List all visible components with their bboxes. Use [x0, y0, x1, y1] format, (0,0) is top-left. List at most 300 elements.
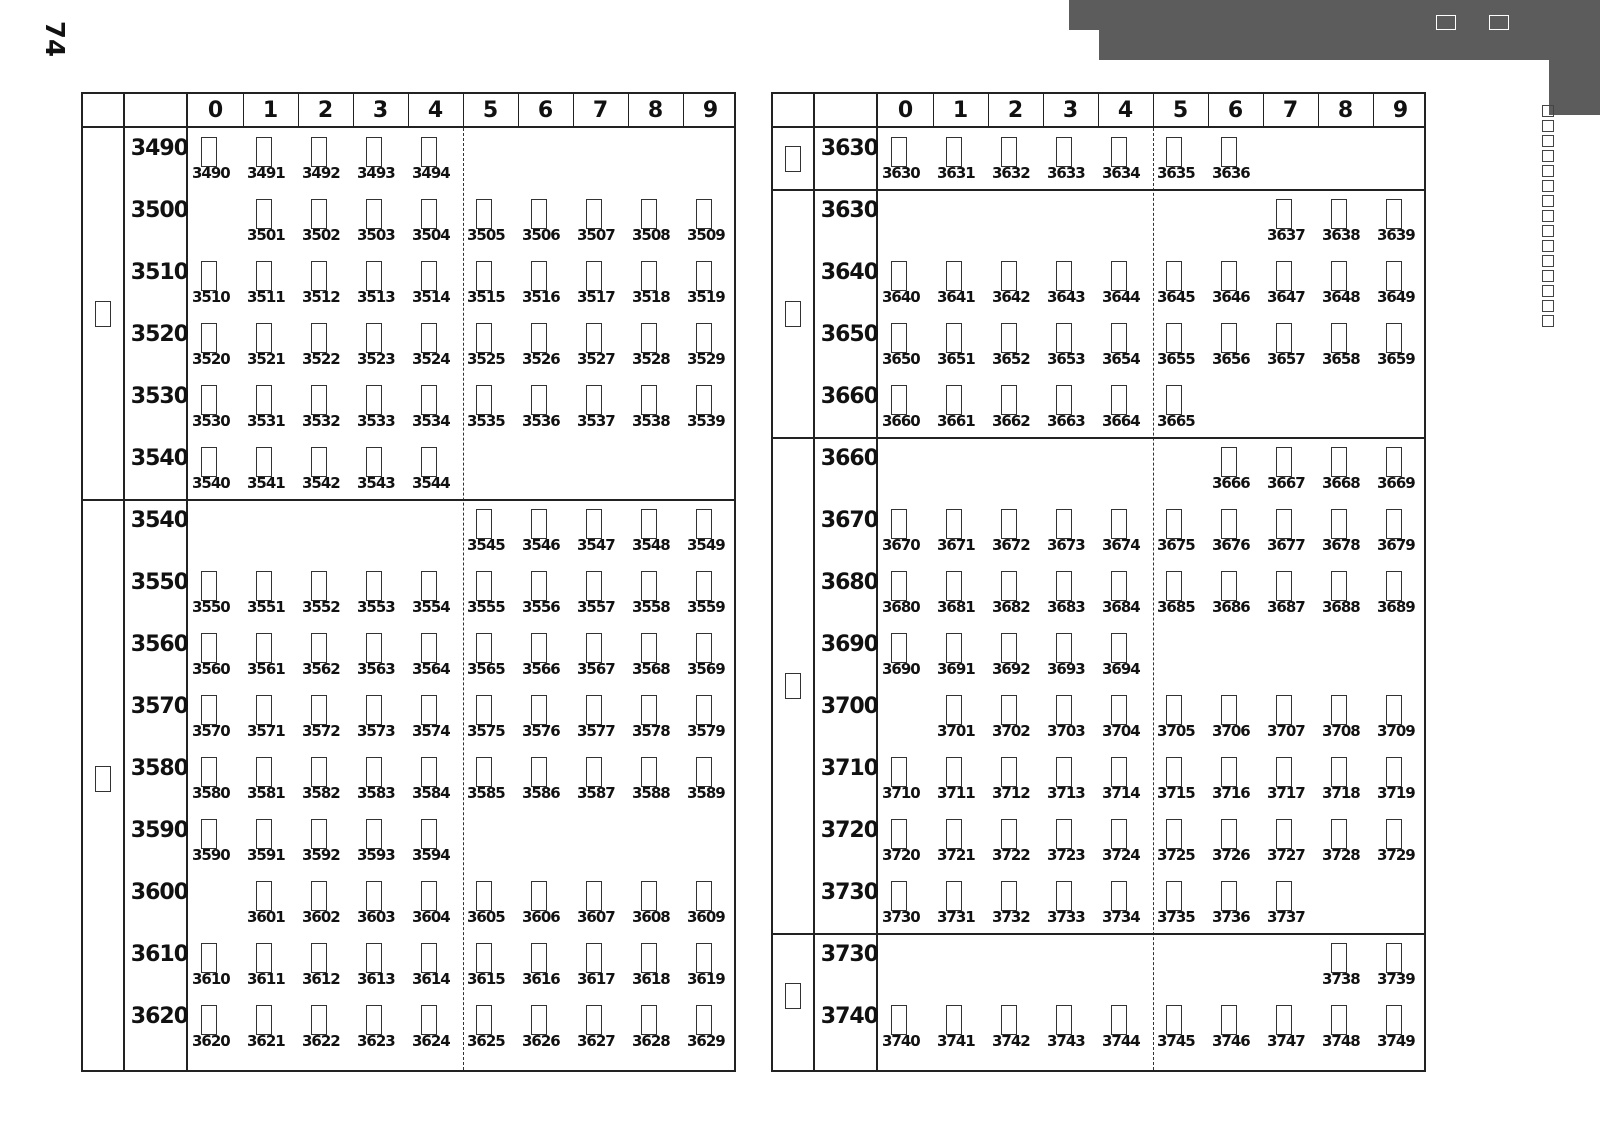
character-glyph: [1221, 261, 1237, 291]
side-caption: [1542, 105, 1560, 330]
cell-code-number: 3639: [1377, 226, 1415, 244]
character-glyph: [891, 571, 907, 601]
left-code-cell: [463, 500, 518, 562]
right-code-cell: [1208, 128, 1263, 190]
right-code-cell: [1263, 252, 1318, 314]
row-label: 3560: [130, 632, 188, 657]
cell-code-number: 3675: [1157, 536, 1195, 554]
character-glyph: [641, 943, 657, 973]
left-code-cell: [628, 686, 683, 748]
left-code-cell: [518, 934, 573, 996]
cell-code-number: 3618: [632, 970, 670, 988]
character-glyph: [1276, 571, 1292, 601]
left-code-cell: [573, 190, 628, 252]
character-glyph: [891, 819, 907, 849]
character-glyph: [1111, 509, 1127, 539]
character-glyph: [366, 943, 382, 973]
column-header: 1: [952, 98, 969, 123]
right-code-cell: [878, 996, 933, 1058]
row-label: 3670: [820, 508, 878, 533]
cell-code-number: 3708: [1322, 722, 1360, 740]
left-code-cell: [408, 934, 463, 996]
left-code-cell: [298, 996, 353, 1058]
cell-code-number: 3728: [1322, 846, 1360, 864]
left-code-cell: [188, 934, 243, 996]
character-glyph: [1386, 571, 1402, 601]
cell-code-number: 3720: [882, 846, 920, 864]
cell-code-number: 3611: [247, 970, 285, 988]
cell-code-number: 3612: [302, 970, 340, 988]
cell-code-number: 3594: [412, 846, 450, 864]
cell-code-number: 3674: [1102, 536, 1140, 554]
cell-code-number: 3687: [1267, 598, 1305, 616]
cell-code-number: 3514: [412, 288, 450, 306]
cell-code-number: 3507: [577, 226, 615, 244]
character-glyph: [366, 137, 382, 167]
character-glyph: [531, 261, 547, 291]
character-glyph: [256, 881, 272, 911]
cell-code-number: 3643: [1047, 288, 1085, 306]
right-code-cell: [1318, 934, 1373, 996]
right-code-cell: [1043, 624, 1098, 686]
character-glyph: [1001, 261, 1017, 291]
row-label: 3490: [130, 136, 188, 161]
character-glyph: [476, 943, 492, 973]
left-code-cell: [518, 190, 573, 252]
right-code-cell: [1373, 438, 1428, 500]
cell-code-number: 3738: [1322, 970, 1360, 988]
right-code-cell: [878, 500, 933, 562]
character-glyph: [311, 385, 327, 415]
left-code-cell: [573, 562, 628, 624]
character-glyph: [421, 695, 437, 725]
left-code-cell: [243, 934, 298, 996]
right-code-cell: [1098, 872, 1153, 934]
right-code-cell: [1153, 872, 1208, 934]
character-glyph: [531, 571, 547, 601]
cell-code-number: 3567: [577, 660, 615, 678]
character-glyph: [366, 385, 382, 415]
cell-code-number: 3645: [1157, 288, 1195, 306]
cell-code-number: 3590: [192, 846, 230, 864]
row-label: 3630: [820, 136, 878, 161]
left-code-cell: [683, 748, 738, 810]
right-code-cell: [1208, 748, 1263, 810]
cell-code-number: 3564: [412, 660, 450, 678]
left-code-cell: [188, 624, 243, 686]
right-code-cell: [1098, 686, 1153, 748]
left-code-cell: [683, 252, 738, 314]
cell-code-number: 3503: [357, 226, 395, 244]
column-header: 4: [1117, 98, 1134, 123]
character-glyph: [1331, 695, 1347, 725]
cell-code-number: 3680: [882, 598, 920, 616]
left-code-cell: [353, 934, 408, 996]
character-glyph: [201, 1005, 217, 1035]
character-glyph: [1386, 943, 1402, 973]
cell-code-number: 3573: [357, 722, 395, 740]
left-code-cell: [243, 872, 298, 934]
character-glyph: [891, 261, 907, 291]
right-code-cell: [988, 500, 1043, 562]
caption-glyph: [1542, 210, 1554, 222]
right-code-cell: [1208, 252, 1263, 314]
character-glyph: [421, 633, 437, 663]
cell-code-number: 3726: [1212, 846, 1250, 864]
right-code-cell: [1153, 314, 1208, 376]
row-label: 3500: [130, 198, 188, 223]
cell-code-number: 3689: [1377, 598, 1415, 616]
page-number: 74: [39, 20, 69, 58]
right-code-cell: [1318, 996, 1373, 1058]
cell-code-number: 3592: [302, 846, 340, 864]
left-code-cell: [353, 748, 408, 810]
character-glyph: [201, 385, 217, 415]
right-code-cell: [878, 872, 933, 934]
character-glyph: [641, 571, 657, 601]
caption-glyph: [1542, 165, 1554, 177]
character-glyph: [696, 943, 712, 973]
cell-code-number: 3490: [192, 164, 230, 182]
row-label: 3740: [820, 1004, 878, 1029]
cell-code-number: 3562: [302, 660, 340, 678]
cell-code-number: 3546: [522, 536, 560, 554]
cell-code-number: 3557: [577, 598, 615, 616]
character-glyph: [366, 881, 382, 911]
cell-code-number: 3534: [412, 412, 450, 430]
cell-code-number: 3620: [192, 1032, 230, 1050]
right-code-cell: [1318, 686, 1373, 748]
left-code-cell: [188, 252, 243, 314]
cell-code-number: 3713: [1047, 784, 1085, 802]
cell-code-number: 3715: [1157, 784, 1195, 802]
right-code-cell: [1153, 562, 1208, 624]
character-glyph: [586, 881, 602, 911]
left-code-cell: [573, 376, 628, 438]
left-code-cell: [628, 562, 683, 624]
left-code-cell: [573, 252, 628, 314]
right-code-cell: [1318, 562, 1373, 624]
cell-code-number: 3547: [577, 536, 615, 554]
character-glyph: [476, 757, 492, 787]
cell-code-number: 3615: [467, 970, 505, 988]
character-glyph: [1331, 199, 1347, 229]
cell-code-number: 3549: [687, 536, 725, 554]
character-glyph: [1111, 819, 1127, 849]
character-glyph: [1386, 1005, 1402, 1035]
cell-code-number: 3636: [1212, 164, 1250, 182]
character-glyph: [1166, 571, 1182, 601]
right-code-cell: [1373, 190, 1428, 252]
character-glyph: [946, 137, 962, 167]
group-column-divider: [123, 94, 125, 1070]
cell-code-number: 3543: [357, 474, 395, 492]
right-code-cell: [1318, 190, 1373, 252]
row-label: 3690: [820, 632, 878, 657]
left-code-cell: [518, 872, 573, 934]
character-glyph: [1221, 509, 1237, 539]
left-code-cell: [628, 934, 683, 996]
character-glyph: [586, 1005, 602, 1035]
right-code-cell: [988, 996, 1043, 1058]
cell-code-number: 3510: [192, 288, 230, 306]
left-code-cell: [518, 624, 573, 686]
cell-code-number: 3504: [412, 226, 450, 244]
left-code-cell: [243, 810, 298, 872]
character-glyph: [421, 199, 437, 229]
left-code-cell: [408, 438, 463, 500]
left-code-cell: [353, 810, 408, 872]
character-glyph: [366, 633, 382, 663]
cell-code-number: 3694: [1102, 660, 1140, 678]
cell-code-number: 3653: [1047, 350, 1085, 368]
character-glyph: [696, 633, 712, 663]
character-glyph: [421, 1005, 437, 1035]
character-glyph: [201, 571, 217, 601]
character-glyph: [201, 757, 217, 787]
character-glyph: [1111, 695, 1127, 725]
left-code-cell: [518, 686, 573, 748]
character-glyph: [421, 571, 437, 601]
caption-glyph: [1542, 120, 1554, 132]
character-glyph: [256, 695, 272, 725]
character-glyph: [201, 943, 217, 973]
left-code-cell: [628, 624, 683, 686]
cell-code-number: 3724: [1102, 846, 1140, 864]
right-code-cell: [1098, 128, 1153, 190]
right-code-cell: [1153, 748, 1208, 810]
character-glyph: [641, 633, 657, 663]
cell-code-number: 3652: [992, 350, 1030, 368]
row-label: 3570: [130, 694, 188, 719]
right-code-cell: [1373, 686, 1428, 748]
cell-code-number: 3606: [522, 908, 560, 926]
character-glyph: [1056, 571, 1072, 601]
cell-code-number: 3625: [467, 1032, 505, 1050]
character-glyph: [256, 323, 272, 353]
caption-glyph: [1542, 180, 1554, 192]
right-code-cell: [1373, 252, 1428, 314]
cell-code-number: 3743: [1047, 1032, 1085, 1050]
right-code-cell: [1153, 686, 1208, 748]
cell-code-number: 3741: [937, 1032, 975, 1050]
character-glyph: [1056, 757, 1072, 787]
character-glyph: [696, 1005, 712, 1035]
left-code-cell: [353, 686, 408, 748]
character-glyph: [531, 695, 547, 725]
left-code-cell: [628, 376, 683, 438]
cell-code-number: 3621: [247, 1032, 285, 1050]
character-glyph: [256, 199, 272, 229]
character-glyph: [256, 447, 272, 477]
right-code-cell: [988, 810, 1043, 872]
row-label: 3550: [130, 570, 188, 595]
cell-code-number: 3523: [357, 350, 395, 368]
character-glyph: [1331, 571, 1347, 601]
left-code-cell: [243, 252, 298, 314]
right-code-cell: [1263, 190, 1318, 252]
right-code-cell: [1098, 562, 1153, 624]
cell-code-number: 3626: [522, 1032, 560, 1050]
character-glyph: [421, 385, 437, 415]
cell-code-number: 3709: [1377, 722, 1415, 740]
left-code-cell: [408, 314, 463, 376]
cell-code-number: 3511: [247, 288, 285, 306]
right-code-cell: [1373, 500, 1428, 562]
left-code-cell: [188, 562, 243, 624]
cell-code-number: 3571: [247, 722, 285, 740]
character-glyph: [1056, 819, 1072, 849]
character-glyph: [476, 509, 492, 539]
right-code-cell: [1098, 748, 1153, 810]
cell-code-number: 3678: [1322, 536, 1360, 554]
left-code-cell: [243, 686, 298, 748]
cell-code-number: 3582: [302, 784, 340, 802]
character-glyph: [1221, 819, 1237, 849]
column-header: 9: [702, 98, 719, 123]
cell-code-number: 3733: [1047, 908, 1085, 926]
right-code-cell: [1318, 438, 1373, 500]
cell-code-number: 3563: [357, 660, 395, 678]
character-glyph: [1001, 757, 1017, 787]
cell-code-number: 3634: [1102, 164, 1140, 182]
left-code-cell: [683, 934, 738, 996]
right-code-cell: [878, 624, 933, 686]
cell-code-number: 3637: [1267, 226, 1305, 244]
cell-code-number: 3704: [1102, 722, 1140, 740]
cell-code-number: 3723: [1047, 846, 1085, 864]
left-code-cell: [353, 190, 408, 252]
row-label: 3700: [820, 694, 878, 719]
cell-code-number: 3555: [467, 598, 505, 616]
cell-code-number: 3622: [302, 1032, 340, 1050]
cell-code-number: 3542: [302, 474, 340, 492]
character-glyph: [1166, 509, 1182, 539]
cell-code-number: 3710: [882, 784, 920, 802]
character-glyph: [311, 633, 327, 663]
cell-code-number: 3494: [412, 164, 450, 182]
character-glyph: [1001, 819, 1017, 849]
character-glyph: [531, 199, 547, 229]
character-glyph: [1386, 199, 1402, 229]
left-code-cell: [573, 748, 628, 810]
right-code-cell: [1263, 996, 1318, 1058]
cell-code-number: 3502: [302, 226, 340, 244]
cell-code-number: 3607: [577, 908, 615, 926]
character-glyph: [531, 757, 547, 787]
right-code-cell: [1263, 872, 1318, 934]
cell-code-number: 3631: [937, 164, 975, 182]
group-glyph: [95, 766, 111, 792]
cell-code-number: 3642: [992, 288, 1030, 306]
character-glyph: [1331, 943, 1347, 973]
cell-code-number: 3578: [632, 722, 670, 740]
right-code-cell: [1373, 934, 1428, 996]
cell-code-number: 3551: [247, 598, 285, 616]
row-label: 3720: [820, 818, 878, 843]
character-glyph: [531, 943, 547, 973]
cell-code-number: 3746: [1212, 1032, 1250, 1050]
character-glyph: [1056, 509, 1072, 539]
left-code-cell: [463, 562, 518, 624]
character-glyph: [1276, 447, 1292, 477]
cell-code-number: 3501: [247, 226, 285, 244]
cell-code-number: 3749: [1377, 1032, 1415, 1050]
right-code-cell: [933, 624, 988, 686]
caption-glyph: [1542, 270, 1554, 282]
left-code-cell: [188, 810, 243, 872]
right-code-cell: [1153, 128, 1208, 190]
character-glyph: [476, 695, 492, 725]
header-bar-lower: [1099, 30, 1549, 60]
column-header: 8: [647, 98, 664, 123]
left-code-cell: [683, 872, 738, 934]
cell-code-number: 3576: [522, 722, 560, 740]
character-glyph: [946, 633, 962, 663]
column-header: 5: [1172, 98, 1189, 123]
cell-code-number: 3661: [937, 412, 975, 430]
right-code-cell: [1043, 810, 1098, 872]
right-code-cell: [1208, 810, 1263, 872]
character-glyph: [366, 1005, 382, 1035]
cell-code-number: 3609: [687, 908, 725, 926]
left-code-cell: [408, 872, 463, 934]
cell-code-number: 3663: [1047, 412, 1085, 430]
cell-code-number: 3587: [577, 784, 615, 802]
character-glyph: [1386, 819, 1402, 849]
cell-code-number: 3736: [1212, 908, 1250, 926]
cell-code-number: 3533: [357, 412, 395, 430]
cell-code-number: 3591: [247, 846, 285, 864]
right-code-cell: [1373, 810, 1428, 872]
cell-code-number: 3544: [412, 474, 450, 492]
cell-code-number: 3613: [357, 970, 395, 988]
left-code-cell: [298, 934, 353, 996]
character-glyph: [1001, 881, 1017, 911]
character-glyph: [1276, 881, 1292, 911]
right-code-cell: [933, 500, 988, 562]
character-glyph: [1221, 881, 1237, 911]
character-glyph: [1166, 385, 1182, 415]
character-glyph: [1111, 385, 1127, 415]
character-glyph: [421, 261, 437, 291]
character-glyph: [1056, 695, 1072, 725]
right-code-cell: [1263, 562, 1318, 624]
right-code-cell: [878, 562, 933, 624]
left-code-cell: [408, 190, 463, 252]
cell-code-number: 3729: [1377, 846, 1415, 864]
right-code-cell: [988, 624, 1043, 686]
character-glyph: [1166, 323, 1182, 353]
cell-code-number: 3522: [302, 350, 340, 368]
cell-code-number: 3520: [192, 350, 230, 368]
character-glyph: [531, 1005, 547, 1035]
character-glyph: [311, 137, 327, 167]
character-glyph: [586, 509, 602, 539]
cell-code-number: 3572: [302, 722, 340, 740]
character-glyph: [946, 261, 962, 291]
left-code-cell: [463, 934, 518, 996]
left-code-cell: [353, 996, 408, 1058]
character-glyph: [256, 633, 272, 663]
row-label: 3730: [820, 942, 878, 967]
right-code-cell: [1043, 128, 1098, 190]
cell-code-number: 3691: [937, 660, 975, 678]
cell-code-number: 3677: [1267, 536, 1305, 554]
cell-code-number: 3580: [192, 784, 230, 802]
cell-code-number: 3644: [1102, 288, 1140, 306]
character-glyph: [891, 323, 907, 353]
